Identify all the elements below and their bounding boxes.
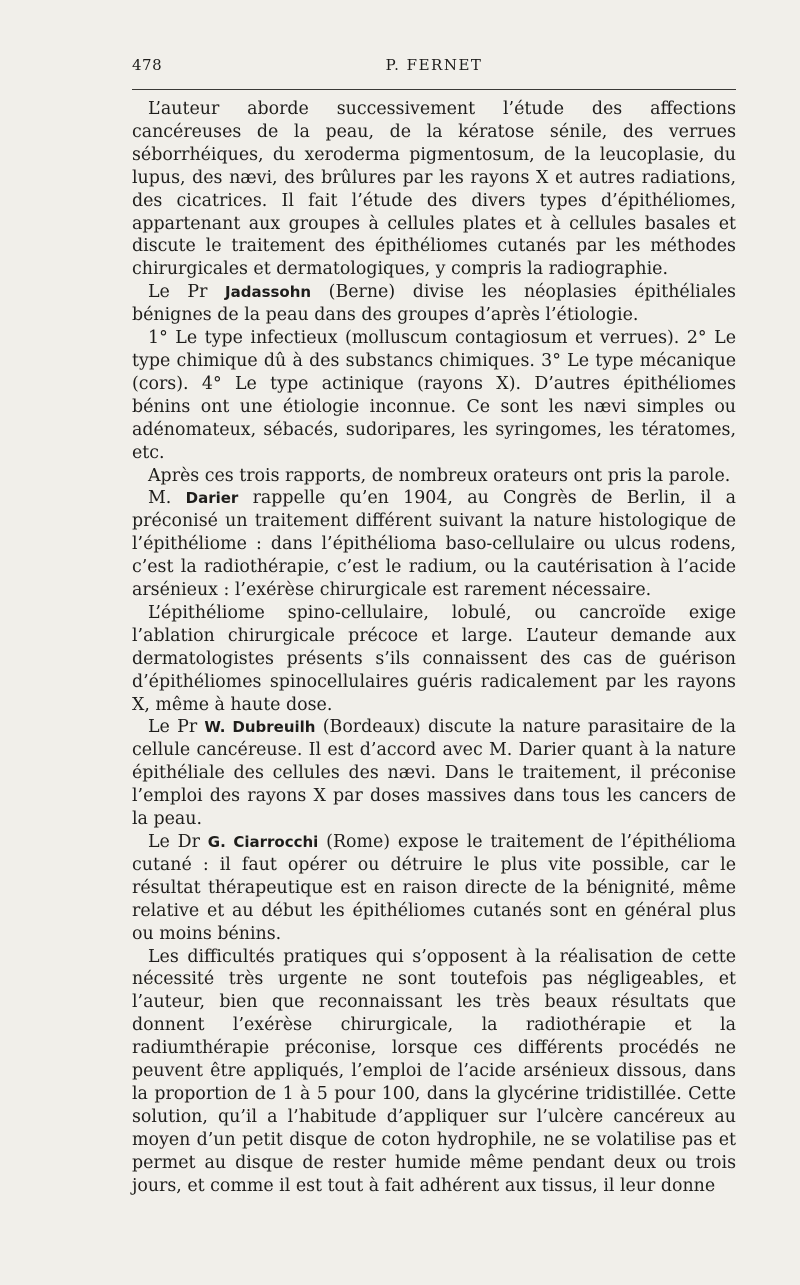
author-name: W. Dubreuilh	[204, 718, 316, 737]
header-rule	[132, 89, 736, 90]
paragraph: Le Dr G. Ciarrocchi (Rome) expose le traitement de l’épithélioma cutané : il faut opérer ou détruire le plus vite possible, car le résultat thérapeutique est en raison directe de la bénignité, même relative et au début les épithéliomes cutanés sont en général plus ou moins bénins.	[132, 832, 736, 944]
paragraph: L’auteur aborde successivement l’étude des affections cancéreuses de la peau, de la kératose sénile, des verrues séborrhéiques, du xeroderma pigmentosum, de la leucoplasie, du lupus, des nævi, des brûlures par les rayons X et autres radiations, des cicatrices. Il fait l’étude des divers types d’épithéliomes, appartenant aux groupes à cellules plates et à cellules basales et discute le traitement des épithéliomes cutanés par les méthodes chirurgicales et dermatologiques, y compris la radiographie.	[132, 99, 736, 280]
author-name: Darier	[185, 489, 239, 508]
paragraph: Le Pr W. Dubreuilh (Bordeaux) discute la nature parasitaire de la cellule cancéreuse. Il est d’accord avec M. Darier quant à la nature épithéliale des cellules des nævi. Dans le traitement, il préconise l’emploi des rayons X par doses massives dans tous les cancers de la peau.	[132, 717, 736, 830]
paragraph: L’épithéliome spino-cellulaire, lobulé, ou cancroïde exige l’ablation chirurgicale précoce et large. L’auteur demande aux dermatologistes présents s’ils connaissent des cas de guérison d’épithéliomes spinocellulaires guéris radicalement par les rayons X, même à haute dose.	[132, 602, 736, 715]
paragraph: M. Darier rappelle qu’en 1904, au Congrès de Berlin, il a préconisé un traitement différent suivant la nature histologique de l’épithéliome : dans l’épithélioma baso-cellulaire ou ulcus rodens, c’est la radiothérapie, c’est le radium, ou la cautérisation à l’acide arsénieux : l’exérèse chirurgicale est rarement nécessaire.	[132, 488, 736, 601]
author-name: G. Ciarrocchi	[207, 833, 319, 851]
paragraph: Après ces trois rapports, de nombreux orateurs ont pris la parole.	[148, 465, 731, 486]
body-text	[132, 98, 736, 1198]
page-number: 478	[132, 56, 163, 74]
page-header	[132, 56, 736, 84]
paragraph: 1° Le type infectieux (molluscum contagiosum et verrues). 2° Le type chimique dû à des substancs chimiques. 3° Le type mécanique (cors). 4° Le type actinique (rayons X). D’autres épithéliomes bénins ont une étiologie inconnue. Ce sont les nævi simples ou adénomateux, sébacés, sudoripares, les syringomes, les tératomes, etc.	[132, 328, 736, 463]
paragraph: Le Pr Jadassohn (Berne) divise les néoplasies épithéliales bénignes de la peau dans des groupes d’après l’étiologie.	[132, 282, 736, 326]
author-name: Jadassohn	[225, 283, 312, 302]
running-title: P. FERNET	[385, 56, 483, 74]
paragraph: Les difficultés pratiques qui s’opposent à la réalisation de cette nécessité très urgente ne sont toutefois pas négligeables, et l’auteur, bien que reconnaissant les très beaux résultats que donnent l’exérèse chirurgicale, la radiothérapie et la radiumthérapie préconise, lorsque ces différents procédés ne peuvent être appliqués, l’emploi de l’acide arsénieux dissous, dans la proportion de 1 à 5 pour 100, dans la glycérine tridistillée. Cette solution, qu’il a l’habitude d’appliquer sur l’ulcère cancéreux au moyen d’un petit disque de coton hydrophile, ne se volatilise pas et permet au disque de rester humide même pendant deux ou trois jours, et comme il est tout à fait adhérent aux tissus, il leur donne	[132, 946, 736, 1196]
